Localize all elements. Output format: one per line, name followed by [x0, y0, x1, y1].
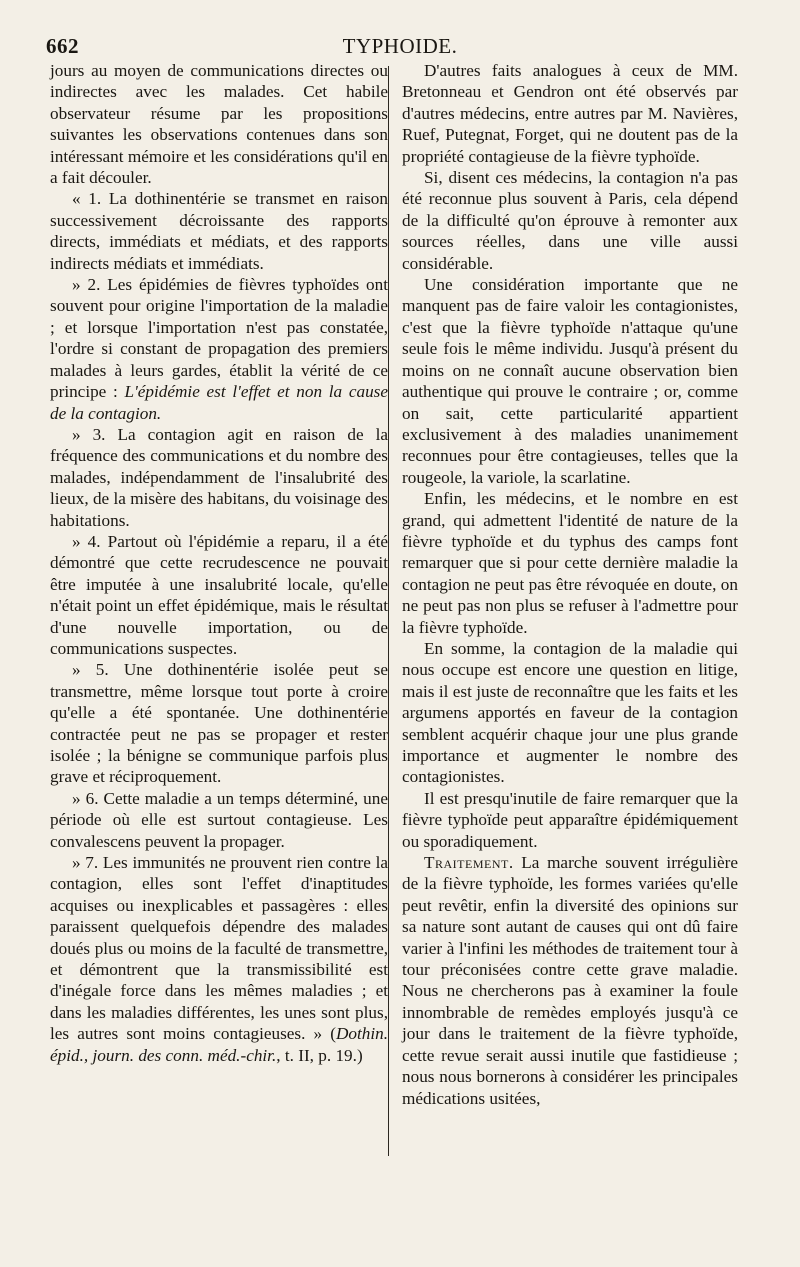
column-divider: [388, 66, 389, 1156]
paragraph: » 3. La contagion agit en raison de la fréquence des communications et du nombre des malades, indépendamment de l'insalubrité des lieux, de la misère des habitans, du voisinage des habitations.: [50, 424, 388, 530]
left-column: [50, 60, 388, 1066]
right-column: [402, 60, 738, 1109]
running-title: TYPHOIDE.: [342, 34, 458, 58]
paragraph: jours au moyen de communications directes ou indirectes avec les malades. Cet habile observateur résume par les propositions suivantes les observations contenues dans son intéressant mémoire et les considérations qu'il en a fait découler.: [50, 61, 388, 188]
paragraph: » 5. Une dothinentérie isolée peut se transmettre, même lorsque tout porte à croire qu'elle a été spontanée. Une dothinentérie contractée peut ne pas se propager et rester isolée ; la bénigne se communique parfois plus grave et réciproquement.: [50, 660, 388, 787]
running-head: [46, 30, 754, 60]
paragraph: [402, 852, 738, 1109]
paragraph: En somme, la contagion de la maladie qui nous occupe est encore une question en litige, mais il est juste de reconnaître que les faits et les argumens apportés en faveur de la contagion semblent acquérir chaque jour une plus grande importance et augmenter le nombre des contagionistes.: [402, 638, 738, 787]
paragraph-text: » 7. Les immunités ne prouvent rien contre la contagion, elles sont l'effet d'inaptitudes acquises ou inexplicables et passagères : elles paraissent quelquefois dépendre des malades doués plus ou moins de la faculté de transmettre, et démontrent que la transmissibilité est d'inégale force dans les mêmes maladies ; et dans les maladies différentes, les unes sont plus, les autres sont moins contagieuses. » (: [50, 853, 388, 1044]
paragraph: [50, 852, 388, 1066]
paragraph: » 6. Cette maladie a un temps déterminé, une période où elle est surtout contagieuse. Les convalescens peuvent la propager.: [50, 788, 388, 851]
page-number: 662: [46, 34, 79, 58]
paragraph: [50, 274, 388, 424]
section-heading: Traitement.: [424, 853, 514, 873]
paragraph-text: » 2. Les épidémies de fièvres typhoïdes ont souvent pour origine l'importation de la maladie ; et lorsque l'importation n'est pas constatée, l'ordre si constant de propagation des premiers malades à leurs gardes, établit la vérité de ce principe :: [50, 275, 388, 402]
paragraph: » 4. Partout où l'épidémie a reparu, il a été démontré que cette recrudescence ne pouvait être imputée à une insalubrité locale, qu'elle n'était point un effet épidémique, mais le résultat d'une nouvelle importation, ou de communications suspectes.: [50, 531, 388, 658]
paragraph: Si, disent ces médecins, la contagion n'a pas été reconnue plus souvent à Paris, cela dépend de la difficulté qu'on éprouve à remonter aux sources réelles, dans une ville aussi considérable.: [402, 168, 738, 273]
italic-quote: L'épidémie est l'effet et non la cause de la contagion.: [50, 382, 388, 423]
paragraph: D'autres faits analogues à ceux de MM. Bretonneau et Gendron ont été observés par d'autres médecins, entre autres par M. Navières, Ruef, Putegnat, Forget, qui ne doutent pas de la propriété contagieuse de la fièvre typhoïde.: [402, 61, 738, 166]
citation-tail: , t. II, p. 19.): [276, 1045, 363, 1065]
paragraph-text: La marche souvent irrégulière de la fièvre typhoïde, les formes variées qu'elle peut revêtir, enfin la diversité des opinions sur sa nature sont autant de causes qui ont dû faire varier à l'infini les méthodes de traitement tour à tour préconisées contre cette grave maladie. Nous ne chercherons pas à examiner la foule innombrable de remèdes employés jusqu'à ce jour dans le traitement de la fièvre typhoïde, cette revue serait aussi inutile que fastidieuse ; nous nous bornerons à considérer les principales médications usitées,: [402, 853, 738, 1108]
paragraph: Une considération importante que ne manquent pas de faire valoir les contagionistes, c'est que la fièvre typhoïde n'attaque qu'une seule fois le même individu. Jusqu'à présent du moins on ne connaît aucune observation bien authentique qui prouve le contraire ; or, comme on sait, cette particularité appartient exclusivement à des maladies unanimement reconnues pour être contagieuses, telles que la rougeole, la variole, la scarlatine.: [402, 275, 738, 487]
paragraph: Il est presqu'inutile de faire remarquer que la fièvre typhoïde peut apparaître épidémiquement ou sporadiquement.: [402, 788, 738, 851]
paragraph: Enfin, les médecins, et le nombre en est grand, qui admettent l'identité de nature de la fièvre typhoïde et du typhus des camps font remarquer que si pour cette dernière maladie la contagion ne peut pas être révoquée en doute, on ne peut pas non plus se refuser à l'admettre pour la fièvre typhoïde.: [402, 489, 738, 637]
paragraph: « 1. La dothinentérie se transmet en raison successivement décroissante des rapports directs, immédiats et médiats, et des rapports indirects médiats et immédiats.: [50, 189, 388, 273]
citation-title: Dothin. épid., journ. des conn. méd.-chir.: [50, 1024, 388, 1065]
